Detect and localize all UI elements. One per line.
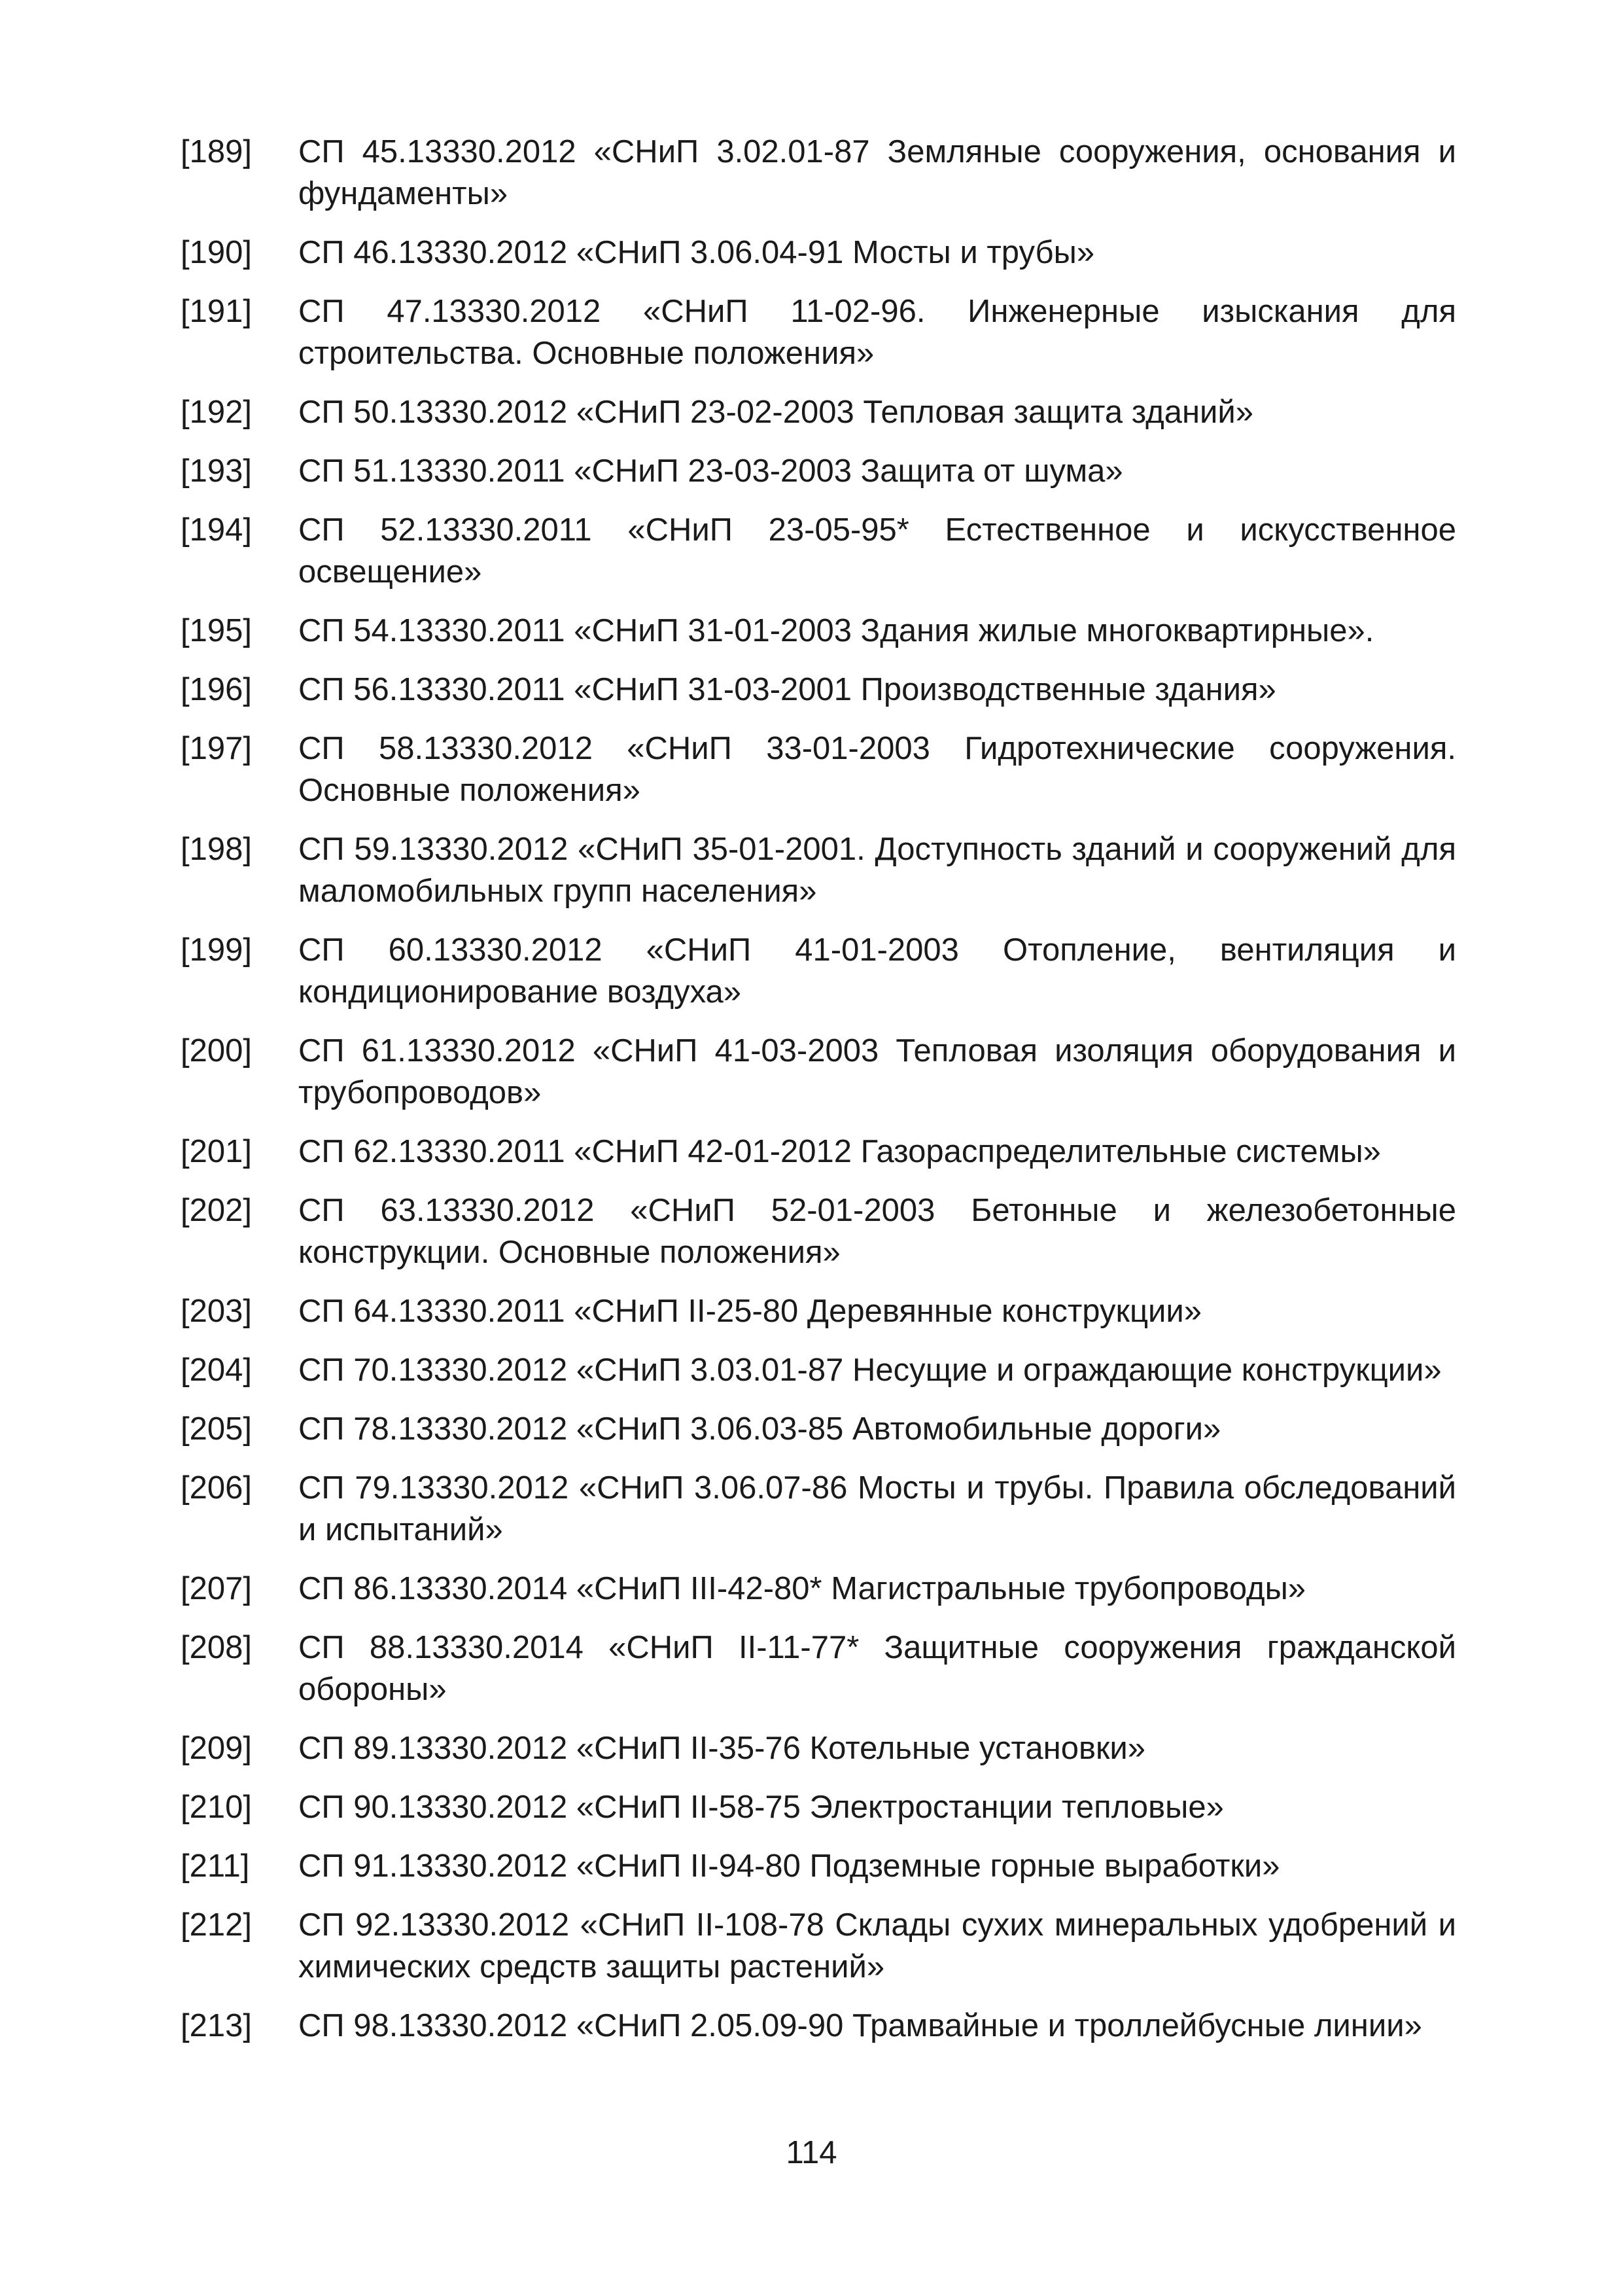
reference-text: СП 61.13330.2012 «СНиП 41-03-2003 Тепловая изоляция оборудования и трубопроводов» bbox=[298, 1033, 1456, 1110]
reference-text: СП 54.13330.2011 «СНиП 31-01-2003 Здания жилые многоквартирные». bbox=[298, 613, 1374, 648]
reference-item bbox=[181, 1190, 1456, 1273]
reference-text: СП 89.13330.2012 «СНиП II-35-76 Котельные установки» bbox=[298, 1731, 1146, 1766]
reference-number: [207] bbox=[181, 1571, 252, 1606]
reference-item bbox=[181, 291, 1456, 374]
reference-item bbox=[181, 1627, 1456, 1710]
reference-number: [192] bbox=[181, 395, 252, 430]
reference-item bbox=[181, 391, 1456, 433]
reference-number: [203] bbox=[181, 1294, 252, 1329]
reference-text: СП 52.13330.2011 «СНиП 23-05-95* Естественное и искусственное освещение» bbox=[298, 512, 1456, 590]
reference-text: СП 46.13330.2012 «СНиП 3.06.04-91 Мосты и трубы» bbox=[298, 235, 1095, 270]
reference-text: СП 62.13330.2011 «СНиП 42-01-2012 Газораспределительные системы» bbox=[298, 1134, 1381, 1169]
reference-number: [197] bbox=[181, 731, 252, 766]
reference-text: СП 56.13330.2011 «СНиП 31-03-2001 Производственные здания» bbox=[298, 672, 1276, 707]
reference-text: СП 47.13330.2012 «СНиП 11-02-96. Инженерные изыскания для строительства. Основные положения» bbox=[298, 294, 1456, 371]
reference-item bbox=[181, 929, 1456, 1013]
reference-text: СП 90.13330.2012 «СНиП II-58-75 Электростанции тепловые» bbox=[298, 1790, 1224, 1825]
reference-item bbox=[181, 450, 1456, 492]
reference-item bbox=[181, 1727, 1456, 1769]
reference-text: СП 79.13330.2012 «СНиП 3.06.07-86 Мосты и трубы. Правила обследований и испытаний» bbox=[298, 1470, 1456, 1547]
reference-text: СП 60.13330.2012 «СНиП 41-01-2003 Отопление, вентиляция и кондиционирование воздуха» bbox=[298, 932, 1456, 1010]
reference-item bbox=[181, 509, 1456, 593]
reference-item bbox=[181, 1349, 1456, 1391]
reference-number: [201] bbox=[181, 1134, 252, 1169]
reference-item bbox=[181, 232, 1456, 274]
reference-number: [202] bbox=[181, 1193, 252, 1228]
reference-number: [200] bbox=[181, 1033, 252, 1069]
page-number: 114 bbox=[786, 2135, 837, 2170]
reference-item bbox=[181, 2005, 1456, 2047]
reference-number: [196] bbox=[181, 672, 252, 707]
reference-text: СП 59.13330.2012 «СНиП 35-01-2001. Доступность зданий и сооружений для маломобильных групп населения» bbox=[298, 832, 1456, 909]
reference-number: [198] bbox=[181, 832, 252, 867]
reference-item bbox=[181, 1131, 1456, 1173]
reference-number: [209] bbox=[181, 1731, 252, 1766]
reference-text: СП 63.13330.2012 «СНиП 52-01-2003 Бетонные и железобетонные конструкции. Основные положения» bbox=[298, 1193, 1456, 1270]
reference-item bbox=[181, 669, 1456, 711]
reference-item bbox=[181, 1467, 1456, 1551]
reference-item bbox=[181, 1568, 1456, 1610]
reference-text: СП 50.13330.2012 «СНиП 23-02-2003 Тепловая защита зданий» bbox=[298, 395, 1253, 430]
reference-text: СП 51.13330.2011 «СНиП 23-03-2003 Защита от шума» bbox=[298, 453, 1123, 489]
reference-item bbox=[181, 1290, 1456, 1332]
reference-item bbox=[181, 1786, 1456, 1828]
reference-text: СП 91.13330.2012 «СНиП II-94-80 Подземные горные выработки» bbox=[298, 1848, 1280, 1884]
reference-text: СП 70.13330.2012 «СНиП 3.03.01-87 Несущие и ограждающие конструкции» bbox=[298, 1352, 1442, 1388]
reference-text: СП 58.13330.2012 «СНиП 33-01-2003 Гидротехнические сооружения. Основные положения» bbox=[298, 731, 1456, 808]
reference-text: СП 45.13330.2012 «СНиП 3.02.01-87 Земляные сооружения, основания и фундаменты» bbox=[298, 134, 1456, 211]
reference-number: [191] bbox=[181, 294, 252, 329]
reference-item bbox=[181, 131, 1456, 215]
reference-number: [208] bbox=[181, 1630, 252, 1665]
reference-text: СП 78.13330.2012 «СНиП 3.06.03-85 Автомобильные дороги» bbox=[298, 1411, 1221, 1447]
reference-number: [212] bbox=[181, 1907, 252, 1943]
reference-number: [205] bbox=[181, 1411, 252, 1447]
reference-number: [195] bbox=[181, 613, 252, 648]
reference-item bbox=[181, 828, 1456, 912]
reference-number: [194] bbox=[181, 512, 252, 548]
reference-item bbox=[181, 1845, 1456, 1887]
reference-text: СП 86.13330.2014 «СНиП III-42-80* Магистральные трубопроводы» bbox=[298, 1571, 1306, 1606]
reference-number: [213] bbox=[181, 2008, 252, 2043]
reference-number: [204] bbox=[181, 1352, 252, 1388]
reference-item bbox=[181, 610, 1456, 652]
reference-text: СП 92.13330.2012 «СНиП II-108-78 Склады сухих минеральных удобрений и химических средств защиты растений» bbox=[298, 1907, 1456, 1985]
reference-item bbox=[181, 1408, 1456, 1450]
reference-text: СП 98.13330.2012 «СНиП 2.05.09-90 Трамвайные и троллейбусные линии» bbox=[298, 2008, 1422, 2043]
reference-number: [189] bbox=[181, 134, 252, 169]
reference-number: [211] bbox=[181, 1848, 250, 1884]
reference-number: [190] bbox=[181, 235, 252, 270]
reference-number: [193] bbox=[181, 453, 252, 489]
reference-item bbox=[181, 1904, 1456, 1988]
reference-list bbox=[181, 131, 1456, 2064]
reference-number: [206] bbox=[181, 1470, 252, 1506]
reference-number: [199] bbox=[181, 932, 252, 968]
reference-text: СП 64.13330.2011 «СНиП II-25-80 Деревянные конструкции» bbox=[298, 1294, 1202, 1329]
reference-number: [210] bbox=[181, 1790, 252, 1825]
reference-item bbox=[181, 728, 1456, 811]
reference-text: СП 88.13330.2014 «СНиП II-11-77* Защитные сооружения гражданской обороны» bbox=[298, 1630, 1456, 1707]
reference-item bbox=[181, 1030, 1456, 1114]
